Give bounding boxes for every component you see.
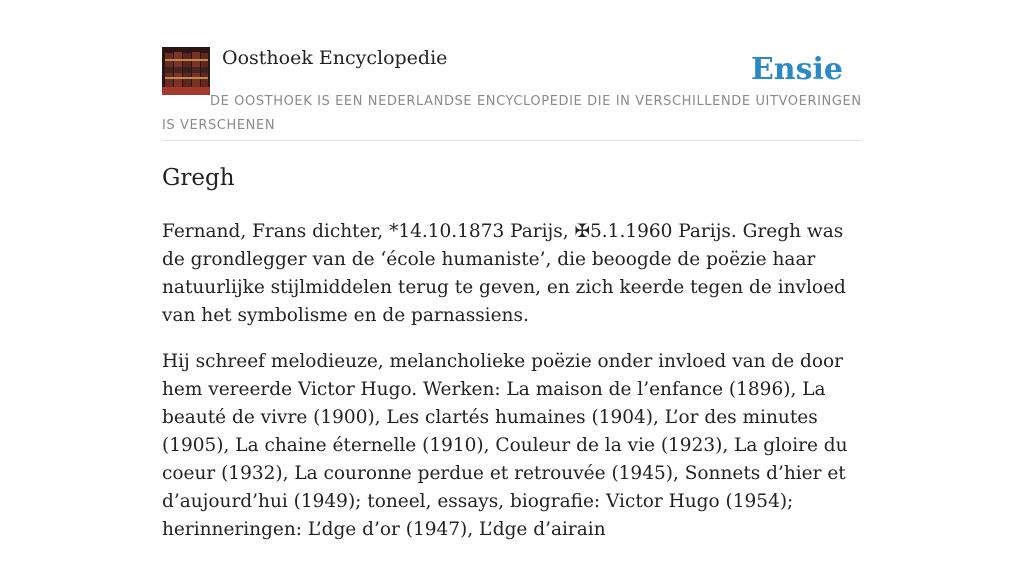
site-title[interactable]: Oosthoek Encyclopedie <box>222 47 448 69</box>
article-paragraph: Fernand, Frans dichter, *14.10.1873 Parijs, ✠5.1.1960 Parijs. Gregh was de grondlegger van de ‘école humaniste’, die beoogde de poëzie haar natuurlijke stijlmiddelen terug te geven, en zich keerde tegen de invloed van het symbolisme en de parnassiens. <box>162 221 846 326</box>
encyclopedia-books-icon[interactable] <box>162 47 210 95</box>
article-paragraph: Hij schreef melodieuze, melancholieke poëzie onder invloed van de door hem vereerde Victor Hugo. Werken: La maison de l’enfance (1896), La beauté de vivre (1900), Les clartés humaines (1904), L’or des minutes (1905), La chaine éternelle (1910), Couleur de la vie (1923), La gloire du coeur (1932), La couronne perdue et retrouvée (1945), Sonnets d’hier et d’aujourd’hui (1949); toneel, essays, biografie: Victor Hugo (1954); herinneringen: L’dge d’or (1947), L’dge d’airain <box>162 351 848 540</box>
ensie-logo-link[interactable]: Ensie <box>750 52 843 87</box>
article-title: Gregh <box>162 165 235 191</box>
article <box>162 162 864 562</box>
site-tagline: DE OOSTHOEK IS EEN NEDERLANDSE ENCYCLOPEDIE DIE IN VERSCHILLENDE UITVOERINGEN IS VERSCHENEN <box>162 94 862 133</box>
site-header <box>162 46 862 141</box>
